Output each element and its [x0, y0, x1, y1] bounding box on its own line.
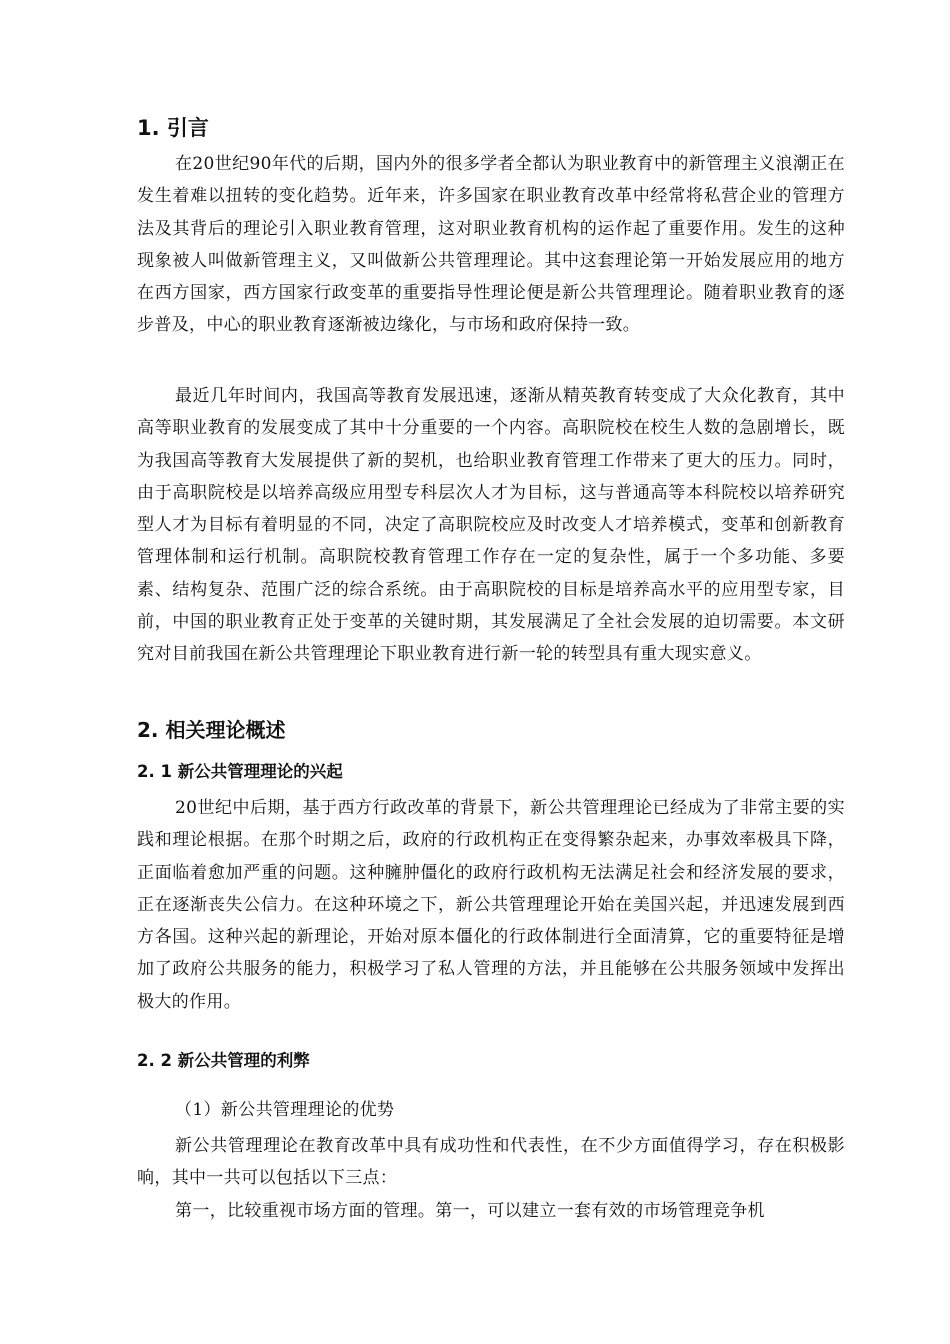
section-2-2-paragraph-2: 第一，比较重视市场方面的管理。第一，可以建立一套有效的市场管理竞争机 [175, 1201, 765, 1221]
section-2-heading: 2. 相关理论概述 [137, 718, 286, 742]
section-2-2-heading: 2. 2 新公共管理的利弊 [137, 1051, 310, 1070]
section-1-heading: 1. 引言 [137, 116, 209, 140]
section-2-2-item-1: （1）新公共管理理论的优势 [175, 1100, 395, 1120]
section-1-paragraph-2: 最近几年时间内，我国高等教育发展迅速，逐渐从精英教育转变成了大众化教育，其中高等职业教育的发展变成了其中十分重要的一个内容。高职院校在校生人数的急剧增长，既为我国高等教育大发展提供了新的契机，也给职业教育管理工作带来了更大的压力。同时，由于高职院校是以培养高级应用型专科层次人才为目标，这与普通高等本科院校以培养研究型人才为目标有着明显的不同，决定了高职院校应及时改变人才培养模式，变革和创新教育管理体制和运行机制。高职院校教育管理工作存在一定的复杂性，属于一个多功能、多要素、结构复杂、范围广泛的综合系统。由于高职院校的目标是培养高水平的应用型专家，目前，中国的职业教育正处于变革的关键时期，其发展满足了全社会发展的迫切需要。本文研究对目前我国在新公共管理理论下职业教育进行新一轮的转型具有重大现实意义。 [137, 386, 845, 665]
section-2-2-paragraph-1: 新公共管理理论在教育改革中具有成功性和代表性，在不少方面值得学习，存在积极影响，其中一共可以包括以下三点： [137, 1136, 845, 1189]
section-2-1-paragraph: 20世纪中后期，基于西方行政改革的背景下，新公共管理理论已经成为了非常主要的实践和理论根据。在那个时期之后，政府的行政机构正在变得繁杂起来，办事效率极具下降，正面临着愈加严重的问题。这种臃肿僵化的政府行政机构无法满足社会和经济发展的要求，正在逐渐丧失公信力。在这种环境之下，新公共管理理论开始在美国兴起，并迅速发展到西方各国。这种兴起的新理论，开始对原本僵化的行政体制进行全面清算，它的重要特征是增加了政府公共服务的能力，积极学习了私人管理的方法，并且能够在公共服务领域中发挥出极大的作用。 [137, 798, 845, 1012]
section-2-1-heading: 2. 1 新公共管理理论的兴起 [137, 762, 343, 781]
section-1-paragraph-1: 在20世纪90年代的后期，国内外的很多学者全都认为职业教育中的新管理主义浪潮正在发生着难以扭转的变化趋势。近年来，许多国家在职业教育改革中经常将私营企业的管理方法及其背后的理论引入职业教育管理，这对职业教育机构的运作起了重要作用。发生的这种现象被人叫做新管理主义，又叫做新公共管理理论。其中这套理论第一开始发展应用的地方在西方国家，西方国家行政变革的重要指导性理论便是新公共管理理论。随着职业教育的逐步普及，中心的职业教育逐渐被边缘化，与市场和政府保持一致。 [137, 154, 845, 336]
